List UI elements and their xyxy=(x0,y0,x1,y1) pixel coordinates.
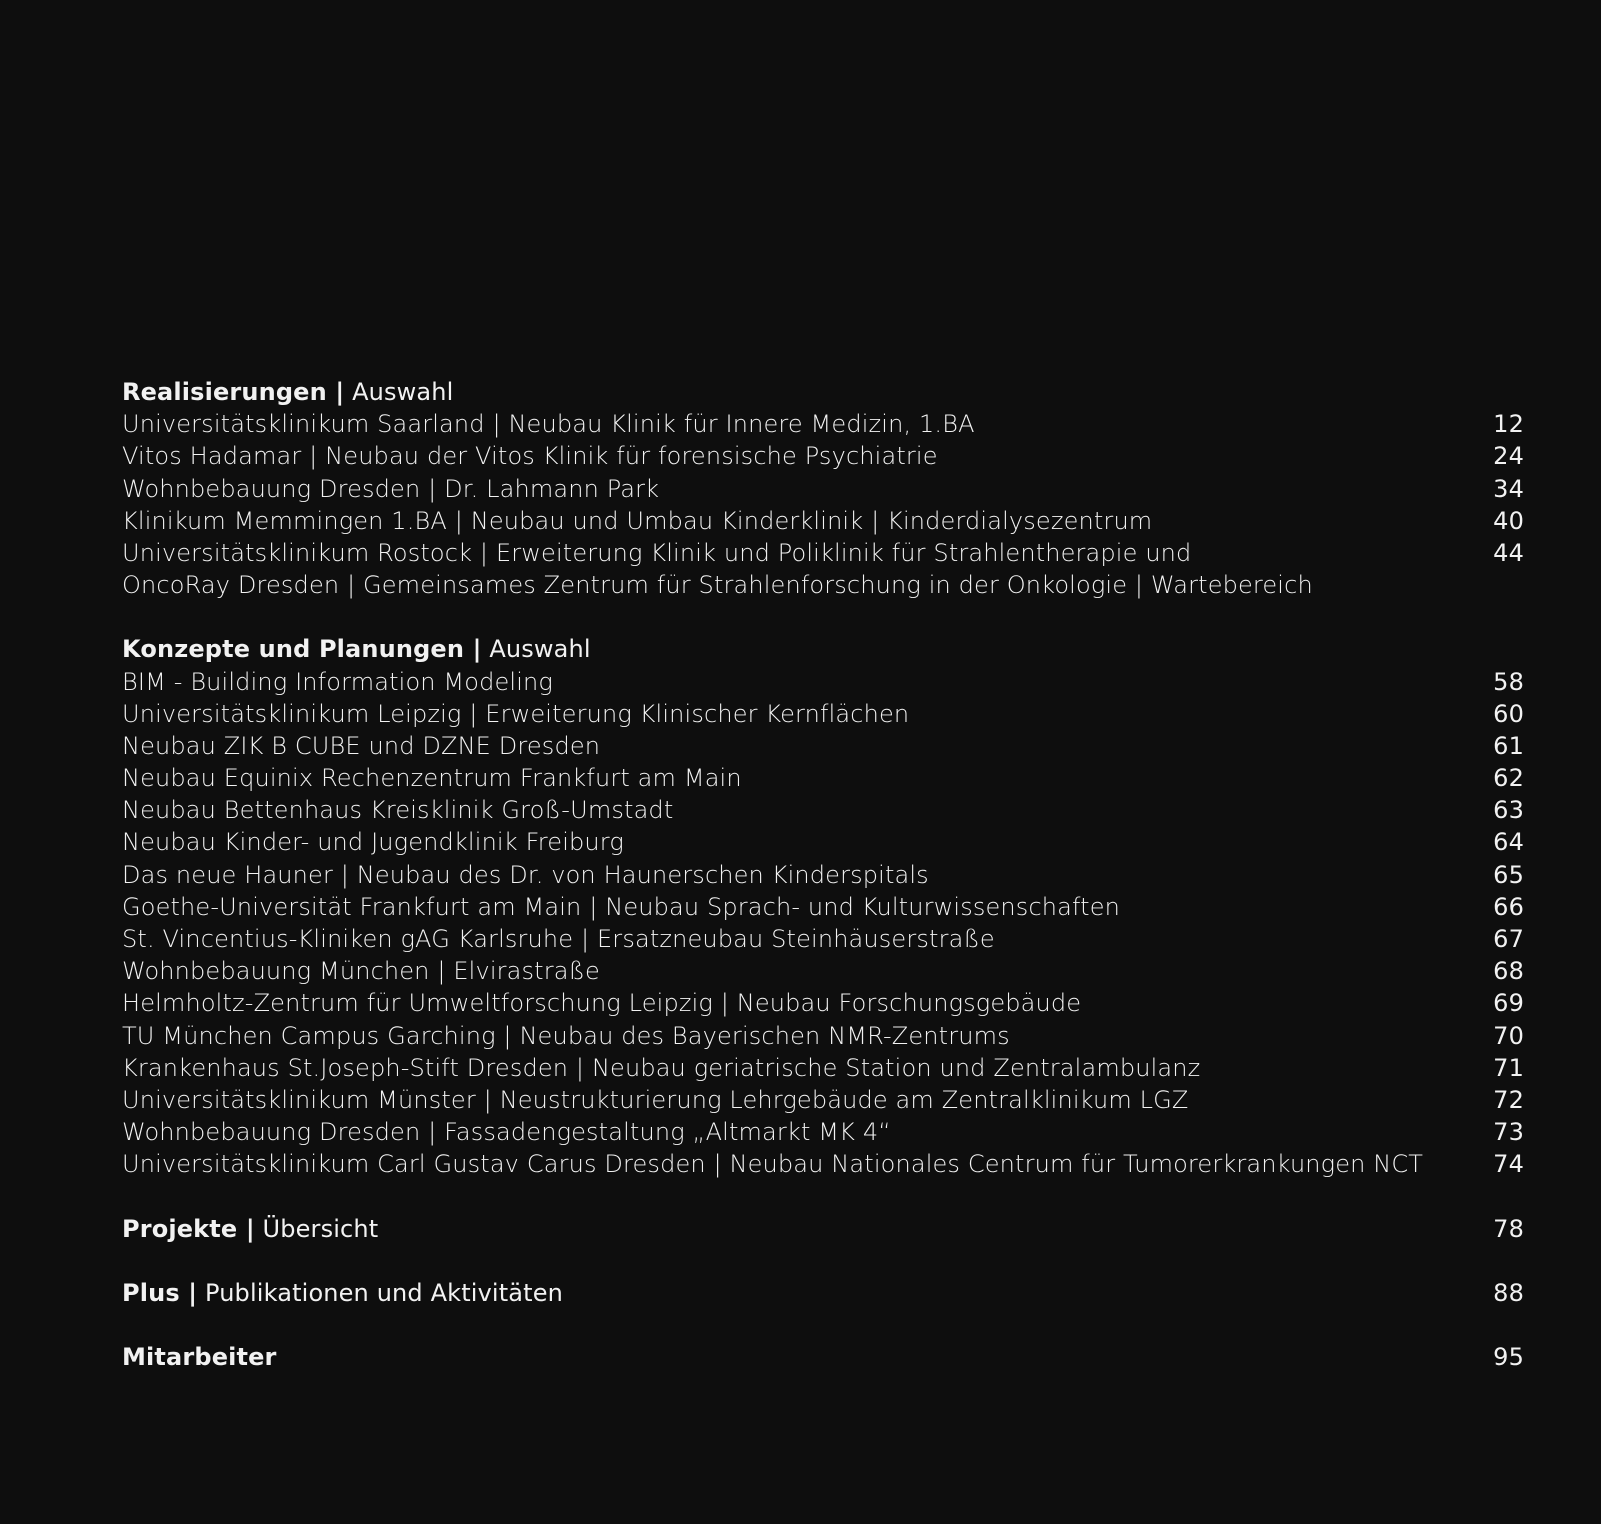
heading-bold: Plus | xyxy=(122,1278,198,1307)
entry-page-number: 64 xyxy=(1493,828,1524,857)
toc-entry[interactable] xyxy=(122,762,1524,794)
entry-title: Neubau Kinder- und Jugendklinik Freiburg xyxy=(122,828,624,857)
entry-page-number: 68 xyxy=(1493,957,1524,986)
heading-bold: Mitarbeiter xyxy=(122,1342,277,1371)
entry-title: Neubau Equinix Rechenzentrum Frankfurt am Main xyxy=(122,764,742,793)
entry-title: Vitos Hadamar | Neubau der Vitos Klinik für forensische Psychiatrie xyxy=(122,442,938,471)
section-heading-text xyxy=(122,633,591,665)
toc-entry[interactable] xyxy=(122,408,1524,440)
entry-page-number: 69 xyxy=(1493,989,1524,1018)
section-heading[interactable] xyxy=(122,1213,1524,1245)
entry-page-number: 63 xyxy=(1493,796,1524,825)
toc-entry[interactable] xyxy=(122,923,1524,955)
entry-title: Universitätsklinikum Rostock | Erweiterung Klinik und Poliklinik für Strahlentherapie und xyxy=(122,538,1192,567)
toc-entry[interactable] xyxy=(122,666,1524,698)
toc-entry[interactable] xyxy=(122,1052,1524,1084)
section-heading-text xyxy=(122,376,453,408)
entry-page-number: 58 xyxy=(1493,667,1524,696)
section-heading-text xyxy=(122,1341,277,1373)
heading-light: Auswahl xyxy=(352,378,454,406)
toc-entry[interactable] xyxy=(122,698,1524,730)
entry-title: TU München Campus Garching | Neubau des Bayerischen NMR-Zentrums xyxy=(122,1021,1010,1050)
toc-entry[interactable] xyxy=(122,569,1524,601)
toc-entry[interactable] xyxy=(122,440,1524,472)
heading-page-number: 95 xyxy=(1493,1342,1524,1371)
entry-page-number: 61 xyxy=(1493,731,1524,760)
section-projekte xyxy=(122,1213,1524,1245)
toc-entry[interactable] xyxy=(122,505,1524,537)
entry-title: Universitätsklinikum Saarland | Neubau Klinik für Innere Medizin, 1.BA xyxy=(122,410,975,439)
entry-title: Klinikum Memmingen 1.BA | Neubau und Umbau Kinderklinik | Kinderdialysezentrum xyxy=(122,506,1153,535)
section-heading[interactable] xyxy=(122,1277,1524,1309)
entry-title: OncoRay Dresden | Gemeinsames Zentrum für Strahlenforschung in der Onkologie | Wartebereich xyxy=(122,571,1313,600)
toc-entry[interactable] xyxy=(122,794,1524,826)
toc-entry[interactable] xyxy=(122,1116,1524,1148)
entry-page-number: 72 xyxy=(1493,1085,1524,1114)
heading-page-number: 78 xyxy=(1493,1214,1524,1243)
entry-title: Wohnbebauung Dresden | Dr. Lahmann Park xyxy=(122,474,660,503)
toc-entry[interactable] xyxy=(122,730,1524,762)
section-heading[interactable] xyxy=(122,1341,1524,1373)
entry-page-number: 66 xyxy=(1493,892,1524,921)
heading-bold: Konzepte und Planungen | xyxy=(122,635,482,664)
section-realisierungen xyxy=(122,376,1524,601)
heading-light: Auswahl xyxy=(489,635,591,664)
section-konzepte-und-planungen xyxy=(122,633,1524,1180)
entry-title: Neubau ZIK B CUBE und DZNE Dresden xyxy=(122,731,601,760)
heading-light: Publikationen und Aktivitäten xyxy=(205,1278,563,1307)
section-heading xyxy=(122,376,1524,408)
entry-page-number: 34 xyxy=(1493,474,1524,503)
entry-title: BIM - Building Information Modeling xyxy=(122,667,553,696)
heading-page-number: 88 xyxy=(1493,1278,1524,1307)
heading-light: Übersicht xyxy=(262,1214,379,1243)
section-heading xyxy=(122,633,1524,665)
entry-title: Neubau Bettenhaus Kreisklinik Groß-Umstadt xyxy=(122,796,674,825)
entry-page-number: 44 xyxy=(1493,538,1524,567)
entry-title: Goethe-Universität Frankfurt am Main | Neubau Sprach- und Kulturwissenschaften xyxy=(122,892,1121,921)
entry-title: Universitätsklinikum Leipzig | Erweiterung Klinischer Kernflächen xyxy=(122,699,910,728)
entry-page-number: 65 xyxy=(1493,860,1524,889)
entry-page-number: 73 xyxy=(1493,1118,1524,1147)
section-heading-text xyxy=(122,1277,563,1309)
entry-page-number: 67 xyxy=(1493,925,1524,953)
entry-title: St. Vincentius-Kliniken gAG Karlsruhe | Ersatzneubau Steinhäuserstraße xyxy=(122,925,995,953)
toc-entry[interactable] xyxy=(122,1148,1524,1180)
toc-entry[interactable] xyxy=(122,955,1524,987)
toc-entry[interactable] xyxy=(122,537,1524,569)
heading-bold: Projekte | xyxy=(122,1214,255,1243)
toc-entry[interactable] xyxy=(122,1020,1524,1052)
entry-title: Krankenhaus St.Joseph-Stift Dresden | Neubau geriatrische Station und Zentralambulanz xyxy=(122,1053,1201,1082)
toc-entry[interactable] xyxy=(122,1084,1524,1116)
entry-title: Universitätsklinikum Münster | Neustrukturierung Lehrgebäude am Zentralklinikum LGZ xyxy=(122,1085,1189,1114)
table-of-contents xyxy=(122,376,1524,1373)
entry-page-number: 24 xyxy=(1493,442,1524,471)
toc-entry[interactable] xyxy=(122,891,1524,923)
entry-title: Wohnbebauung München | Elvirastraße xyxy=(122,957,600,986)
entry-title: Das neue Hauner | Neubau des Dr. von Haunerschen Kinderspitals xyxy=(122,860,929,889)
entry-title: Universitätsklinikum Carl Gustav Carus Dresden | Neubau Nationales Centrum für Tumorerkrankungen NCT xyxy=(122,1150,1424,1179)
heading-bold: Realisierungen | xyxy=(122,378,345,406)
entry-page-number: 71 xyxy=(1493,1053,1524,1082)
entry-page-number: 60 xyxy=(1493,699,1524,728)
entry-title: Helmholtz-Zentrum für Umweltforschung Leipzig | Neubau Forschungsgebäude xyxy=(122,989,1082,1018)
section-mitarbeiter xyxy=(122,1341,1524,1373)
entry-page-number: 40 xyxy=(1493,506,1524,535)
entry-page-number: 70 xyxy=(1493,1021,1524,1050)
entry-page-number: 12 xyxy=(1493,410,1524,439)
toc-entry[interactable] xyxy=(122,473,1524,505)
section-plus xyxy=(122,1277,1524,1309)
entry-page-number: 74 xyxy=(1493,1150,1524,1179)
entry-title: Wohnbebauung Dresden | Fassadengestaltung „Altmarkt MK 4“ xyxy=(122,1118,891,1147)
toc-entry[interactable] xyxy=(122,826,1524,858)
entry-page-number: 62 xyxy=(1493,764,1524,793)
toc-entry[interactable] xyxy=(122,859,1524,891)
toc-entry[interactable] xyxy=(122,987,1524,1019)
section-heading-text xyxy=(122,1213,378,1245)
